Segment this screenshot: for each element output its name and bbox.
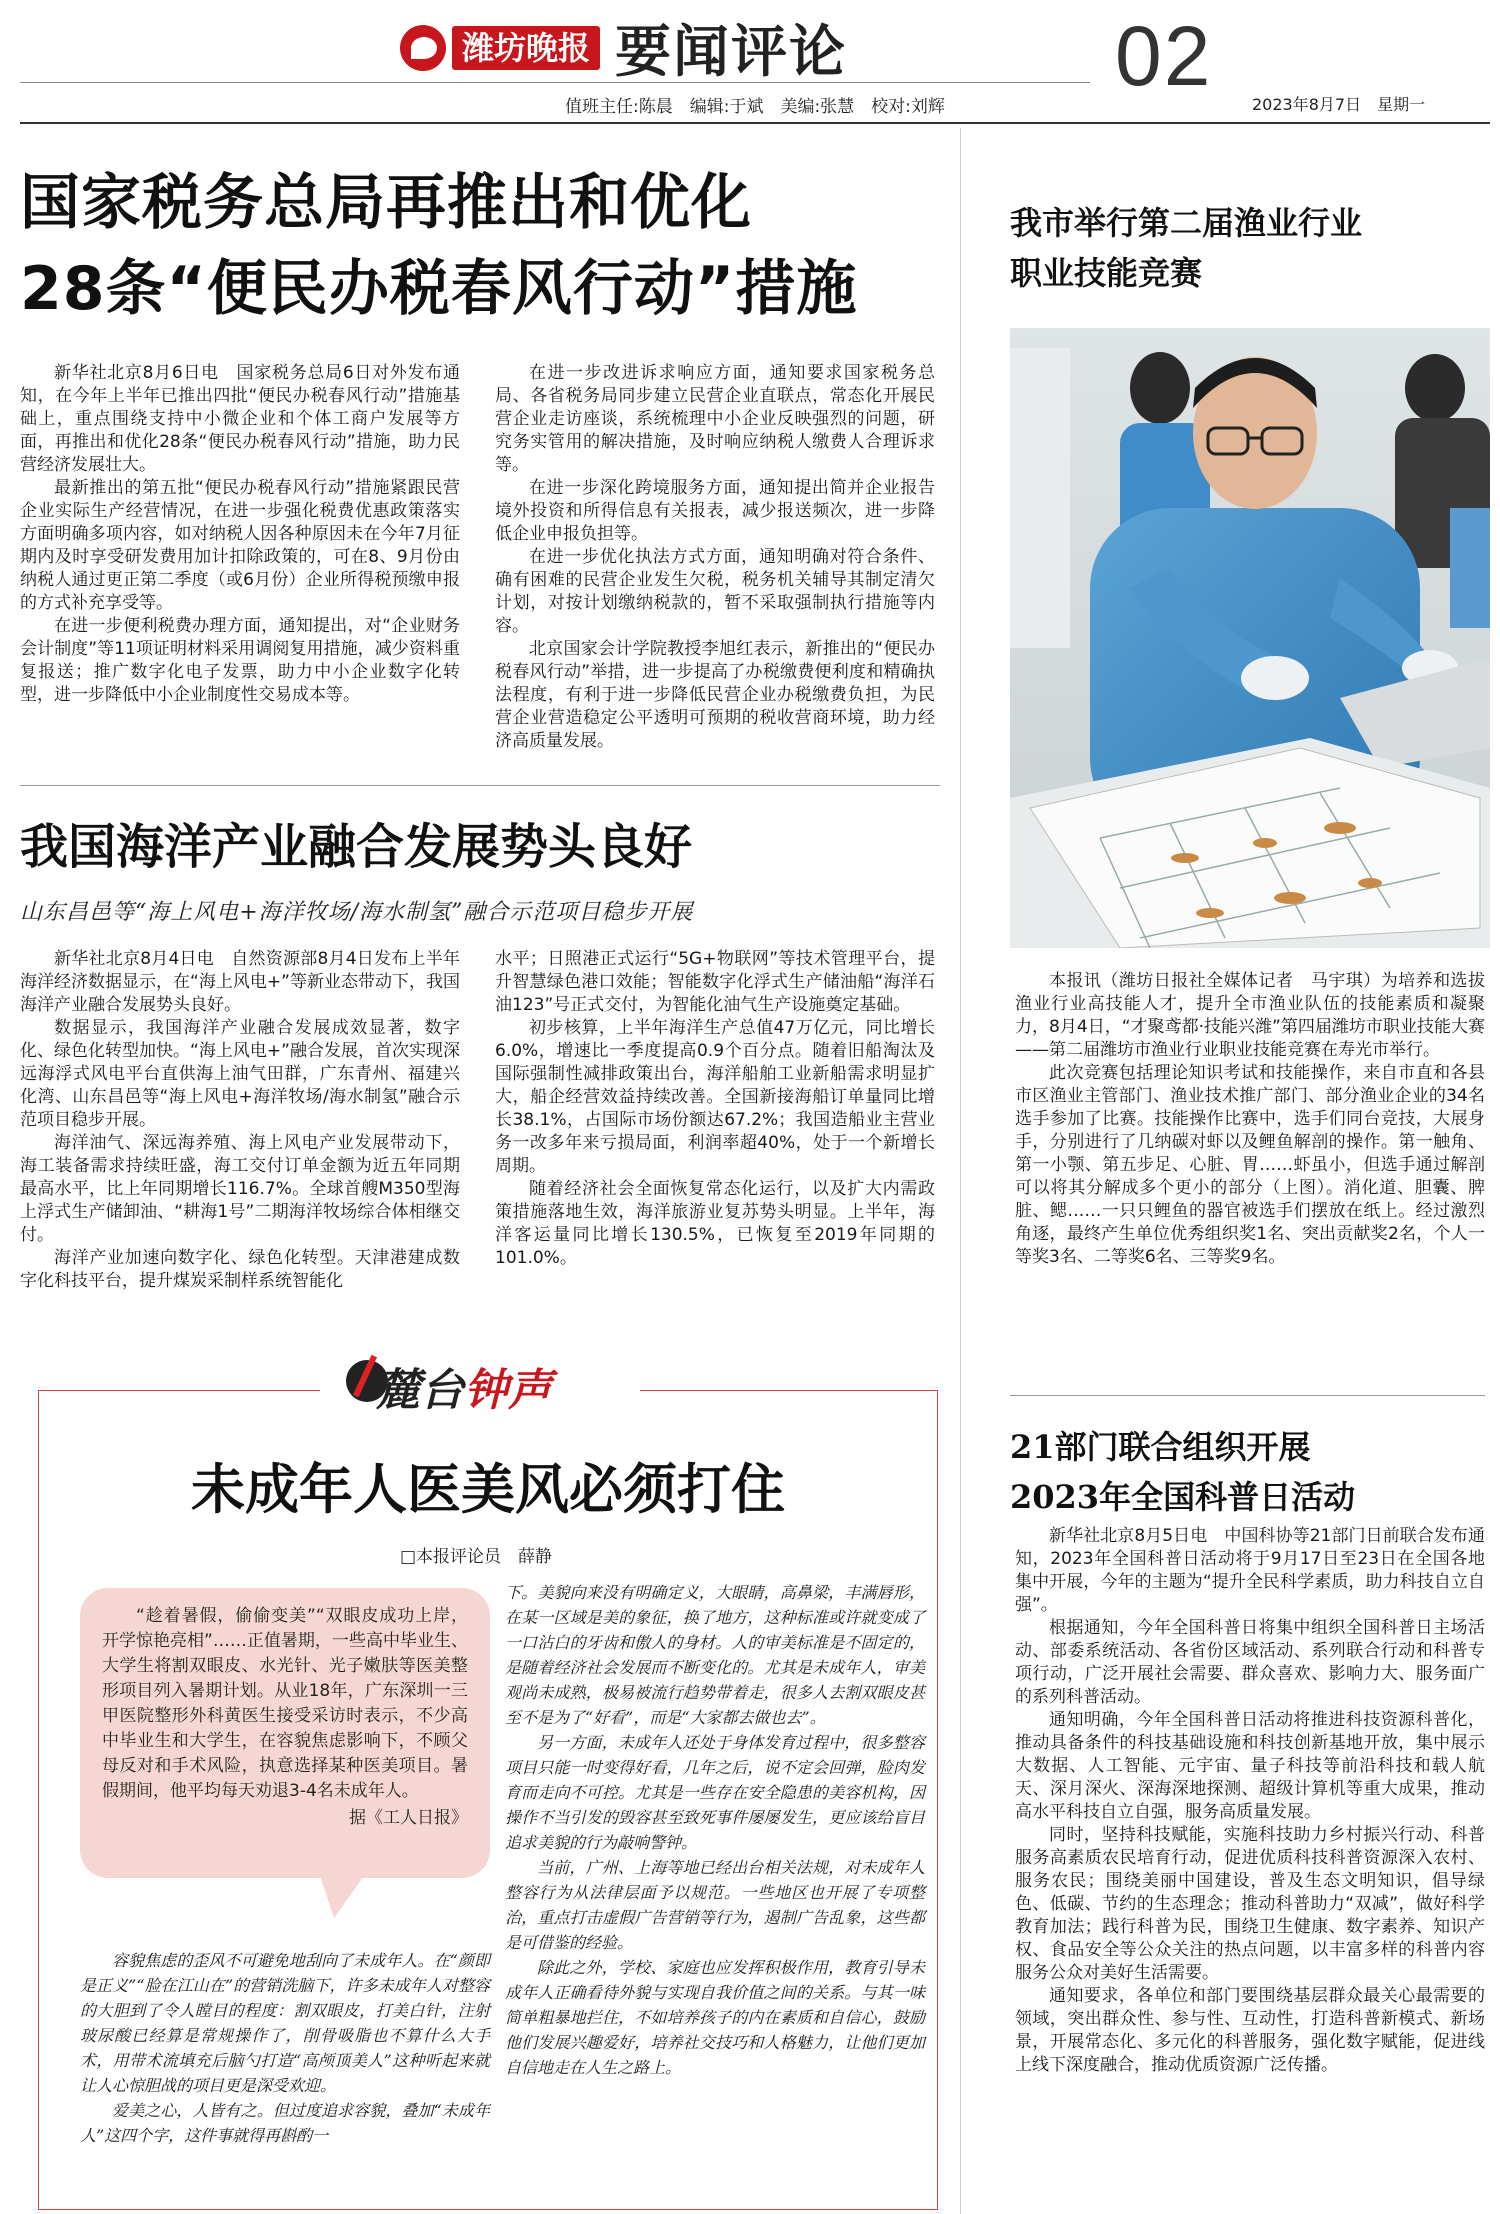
paragraph: 下。美貌向来没有明确定义，大眼睛，高鼻梁，丰满唇形，在某一区域是美的象征，换了地方，这种标准或许就变成了一口沾白的牙齿和傲人的身材。人的审美标准是不固定的，是随着经济社会发展而不断变化的。尤其是未成年人，审美观尚未成熟，极易被流行趋势带着走，很多人去割双眼皮甚至不是为了“好看”，而是“大家都去做也去”。 bbox=[505, 1583, 925, 1727]
paragraph: 随着经济社会全面恢复常态化运行，以及扩大内需政策措施落地生效，海洋旅游业复苏势头明显。上半年，海洋客运量同比增长130.5%，已恢复至2019年同期的101.0%。 bbox=[495, 1179, 935, 1268]
paragraph: 在进一步便利税费办理方面，通知提出，对“企业财务会计制度”等11项证明材料采用调阅复用措施，减少资料重复报送；推广数字化电子发票，助力中小企业数字化转型，进一步降低中小企业制度性交易成本等。 bbox=[20, 616, 460, 705]
paragraph: 最新推出的第五批“便民办税春风行动”措施紧跟民营企业实际生产经营情况，在进一步强化税费优惠政策落实方面明确多项内容，如对纳税人因各种原因未在今年7月征期内及时享受研发费用加计扣除政策的，可在8、9月份由纳税人通过更正第二季度（或6月份）企业所得税预缴申报的方式补充享受等。 bbox=[20, 478, 460, 613]
article-body-column bbox=[495, 948, 935, 1270]
paragraph: 本报讯（潍坊日报社全媒体记者 马宇琪）为培养和选拔渔业行业高技能人才，提升全市渔业队伍的技能素质和凝聚力，8月4日，“才聚鸢都·技能兴潍”第四届潍坊市职业技能大赛——第二届潍坊市渔业行业职业技能竞赛在寿光市举行。 bbox=[1015, 971, 1485, 1060]
article-headline-tax bbox=[20, 160, 940, 332]
headline-line: 21部门联合组织开展 bbox=[1010, 1428, 1311, 1466]
masthead-divider bbox=[20, 82, 1090, 83]
newspaper-logo bbox=[400, 20, 610, 76]
paragraph: 根据通知，今年全国科普日将集中组织全国科普日主场活动、部委系统活动、各省份区域活动、系列联合行动和科普专项行动，广泛开展社会需要、群众喜欢、影响力大、服务面广的系列科普活动。 bbox=[1015, 1618, 1485, 1707]
article-body-column bbox=[495, 362, 935, 753]
paragraph: 通知要求，各单位和部门要围绕基层群众最关心最需要的领域，突出群众性、参与性、互动性，打造科普新模式、新场景，开展常态化、多元化的科普服务，强化数字赋能，促进线上线下深度融合，推动优质资源广泛传播。 bbox=[1015, 1986, 1485, 2075]
commentary-headline: 未成年人医美风必须打住 bbox=[191, 1458, 785, 1521]
paragraph: 新华社北京8月5日电 中国科协等21部门日前联合发布通知，2023年全国科普日活动将于9月17日至23日在全国各地集中开展，今年的主题为“提升全民科学素质，助力科技自立自强”。 bbox=[1015, 1526, 1485, 1615]
article-body-column bbox=[20, 948, 460, 1293]
section-title: 要闻评论 bbox=[615, 19, 847, 85]
commentary-body-column bbox=[80, 1948, 490, 2148]
paragraph: 除此之外，学校、家庭也应发挥积极作用，教育引导未成年人正确看待外貌与实现自我价值之间的关系。与其一味简单粗暴地拦住，不如培养孩子的内在素质和自信心，鼓励他们发展兴趣爱好，培养社交技巧和人格魅力，让他们更加自信地走在人生之路上。 bbox=[505, 1958, 925, 2077]
paragraph: 在进一步改进诉求响应方面，通知要求国家税务总局、各省税务局同步建立民营企业直联点，常态化开展民营企业走访座谈，系统梳理中小企业反映强烈的问题，研究务实管用的解决措施，及时响应纳税人缴费人合理诉求等。 bbox=[495, 363, 935, 475]
paragraph: 在进一步深化跨境服务方面，通知提出简并企业报告境外投资和所得信息有关报表，减少报送频次，进一步降低企业申报负担等。 bbox=[495, 478, 935, 544]
article-body-column bbox=[20, 362, 460, 707]
column-brand-part: 钟声 bbox=[464, 1365, 552, 1416]
staff-credits: 值班主任:陈晨 编辑:于斌 美编:张慧 校对:刘辉 bbox=[565, 97, 945, 117]
paragraph: 新华社北京8月6日电 国家税务总局6日对外发布通知，在今年上半年已推出四批“便民办税春风行动”措施基础上，重点围绕支持中小微企业和个体工商户发展等方面，再推出和优化28条“便民办税春风行动”措施，助力民营经济发展壮大。 bbox=[20, 363, 460, 475]
competition-photo bbox=[1010, 328, 1490, 948]
commentary-byline: □本报评论员 薛静 bbox=[400, 1547, 553, 1567]
section-divider bbox=[1010, 1395, 1485, 1396]
article-subheadline: 山东昌邑等“海上风电+海洋牧场/海水制氢”融合示范项目稳步开展 bbox=[20, 900, 694, 925]
headline-line: 我市举行第二届渔业行业 bbox=[1010, 204, 1363, 242]
paragraph: 爱美之心，人皆有之。但过度追求容貌，叠加“未成年人”这四个字，这件事就得再斟酌一 bbox=[80, 2101, 490, 2145]
paragraph: 北京国家会计学院教授李旭红表示，新推出的“便民办税春风行动”举措，进一步提高了办税缴费便利度和精确执法程度，有利于进一步降低民营企业办税缴费负担，为民营企业营造稳定公平透明可预期的税收营商环境，助力经济高质量发展。 bbox=[495, 639, 935, 751]
column-brand bbox=[320, 1352, 640, 1416]
headline-line: 2023年全国科普日活动 bbox=[1010, 1478, 1356, 1516]
section-divider bbox=[20, 785, 940, 786]
quote-source: 据《工人日报》 bbox=[349, 1808, 468, 1828]
masthead-rule bbox=[20, 122, 1490, 124]
logo-mark-icon bbox=[400, 25, 446, 71]
column-brand-part: 麓台 bbox=[376, 1365, 464, 1416]
paragraph: 海洋产业加速向数字化、绿色化转型。天津港建成数字化科技平台，提升煤炭采制样系统智能化 bbox=[20, 1248, 460, 1291]
paragraph: 通知明确，今年全国科普日活动将推进科技资源科普化，推动具备条件的科技基础设施和科技创新基地开放，集中展示大数据、人工智能、元宇宙、量子科技等前沿科技和载人航天、深月深火、深海深地探测、超级计算机等重大成果，推动高水平科技自立自强，服务高质量发展。 bbox=[1015, 1710, 1485, 1822]
headline-line: 28条“便民办税春风行动”措施 bbox=[20, 254, 858, 324]
paragraph: 水平；日照港正式运行“5G+物联网”等技术管理平台，提升智慧绿色港口效能；智能数字化浮式生产储油船“海洋石油123”号正式交付，为智能化油气生产设施奠定基础。 bbox=[495, 949, 935, 1015]
article-body bbox=[1015, 970, 1485, 1269]
paragraph: 海洋油气、深远海养殖、海上风电产业发展带动下，海工装备需求持续旺盛，海工交付订单金额为近五年同期最高水平，比上年同期增长116.7%。全球首艘M350型海上浮式生产储卸油、“耕海1号”二期海洋牧场综合体相继交付。 bbox=[20, 1133, 460, 1245]
page-number: 02 bbox=[1115, 9, 1213, 103]
issue-date: 2023年8月7日 星期一 bbox=[1252, 95, 1426, 114]
logo-text: 潍坊晚报 bbox=[452, 26, 600, 70]
paragraph: 初步核算，上半年海洋生产总值47万亿元，同比增长6.0%，增速比一季度提高0.9个百分点。随着旧船淘汰及国际强制性减排政策出台，海洋船舶工业新船需求明显扩大，船企经营效益持续改善。全国新接海船订单量同比增长38.1%，占国际市场份额达67.2%；我国造船业主营业务一改多年来亏损局面，利润率超40%，处于一个新增长周期。 bbox=[495, 1018, 935, 1176]
paragraph: 当前，广州、上海等地已经出台相关法规，对未成年人整容行为从法律层面予以规范。一些地区也开展了专项整治，重点打击虚假广告营销等行为，遏制广告乱象，这些都是可借鉴的经验。 bbox=[505, 1858, 925, 1952]
paragraph: 在进一步优化执法方式方面，通知明确对符合条件、确有困难的民营企业发生欠税，税务机关辅导其制定清欠计划，对按计划缴纳税款的，暂不采取强制执行措施等内容。 bbox=[495, 547, 935, 636]
quote-text bbox=[102, 1604, 468, 1804]
headline-line: 职业技能竞赛 bbox=[1010, 254, 1203, 292]
paragraph: 同时，坚持科技赋能，实施科技助力乡村振兴行动、科普服务高素质农民培育行动，促进优质科技科普资源深入农村、服务农民；围绕美丽中国建设，普及生态文明知识，倡导绿色、低碳、节约的生态理念；推动科普助力“双减”，做好科学教育加法；践行科普为民，围绕卫生健康、数字素养、知识产权、食品安全等公众关注的热点问题，以丰富多样的科普内容服务公众对美好生活需要。 bbox=[1015, 1825, 1485, 1983]
commentary-body-column bbox=[505, 1580, 925, 2080]
paragraph: 此次竞赛包括理论知识考试和技能操作，来自市直和各县市区渔业主管部门、渔业技术推广部门、部分渔业企业的34名选手参加了比赛。技能操作比赛中，选手们同台竞技，大展身手，分别进行了几纳碳对虾以及鲤鱼解剖的操作。第一触角、第一小颚、第五步足、心脏、胃……虾虽小，但选手通过解剖可以将其分解成多个更小的部分（上图）。消化道、胆囊、脾脏、鳃……一只只鲤鱼的器官被选手们摆放在纸上。经过激烈角逐，最终产生单位优秀组织奖1名、突出贡献奖2名，个人一等奖3名、二等奖6名、三等奖9名。 bbox=[1015, 1063, 1485, 1267]
paragraph: 另一方面，未成年人还处于身体发育过程中，很多整容项目只能一时变得好看，几年之后，说不定会回弹，脸肉发育而走向不可控。尤其是一些存在安全隐患的美容机构，因操作不当引发的毁容甚至致死事件屡屡发生，更应该给盲目追求美貌的行为敲响警钟。 bbox=[505, 1733, 925, 1852]
paragraph: “趁着暑假，偷偷变美”“双眼皮成功上岸，开学惊艳亮相”……正值暑期，一些高中毕业生、大学生将割双眼皮、水光针、光子嫩肤等医美整形项目列入暑期计划。从业18年，广东深圳一三甲医院整形外科黄医生接受采访时表示，不少高中毕业生和大学生，在容貌焦虑影响下，不顾父母反对和手术风险，执意选择某种医美项目。暑假期间，他平均每天劝退3-4名未成年人。 bbox=[102, 1606, 468, 1801]
article-headline-science-day bbox=[1010, 1422, 1480, 1522]
paragraph: 新华社北京8月4日电 自然资源部8月4日发布上半年海洋经济数据显示，在“海上风电+”等新业态带动下，我国海洋产业融合发展势头良好。 bbox=[20, 949, 460, 1015]
article-headline-fishery bbox=[1010, 198, 1480, 298]
paragraph: 容貌焦虑的歪风不可避免地刮向了未成年人。在“颜即是正义”“脸在江山在”的营销洗脑下，许多未成年人对整容的大胆到了令人瞠目的程度：割双眼皮，打美白针，注射玻尿酸已经算是常规操作了，削骨吸脂也不算什么大手术，用带术流填充后脑勺打造“高颅顶美人”这种听起来就让人心惊胆战的项目更是深受欢迎。 bbox=[80, 1951, 490, 2095]
article-headline-ocean: 我国海洋产业融合发展势头良好 bbox=[20, 819, 693, 875]
column-divider bbox=[960, 128, 961, 2214]
headline-line: 国家税务总局再推出和优化 bbox=[20, 168, 752, 238]
paragraph: 数据显示，我国海洋产业融合发展成效显著，数字化、绿色化转型加快。“海上风电+”融合发展，首次实现深远海浮式风电平台直供海上油气田群，广东青州、福建兴化湾、山东昌邑等“海上风电+海洋牧场/海水制氢”融合示范项目稳步开展。 bbox=[20, 1018, 460, 1130]
article-body bbox=[1015, 1525, 1485, 2077]
quote-bubble bbox=[80, 1588, 490, 1878]
masthead bbox=[0, 0, 1500, 128]
photo-illustration bbox=[1010, 328, 1490, 948]
column-brand-text bbox=[376, 1354, 552, 1418]
